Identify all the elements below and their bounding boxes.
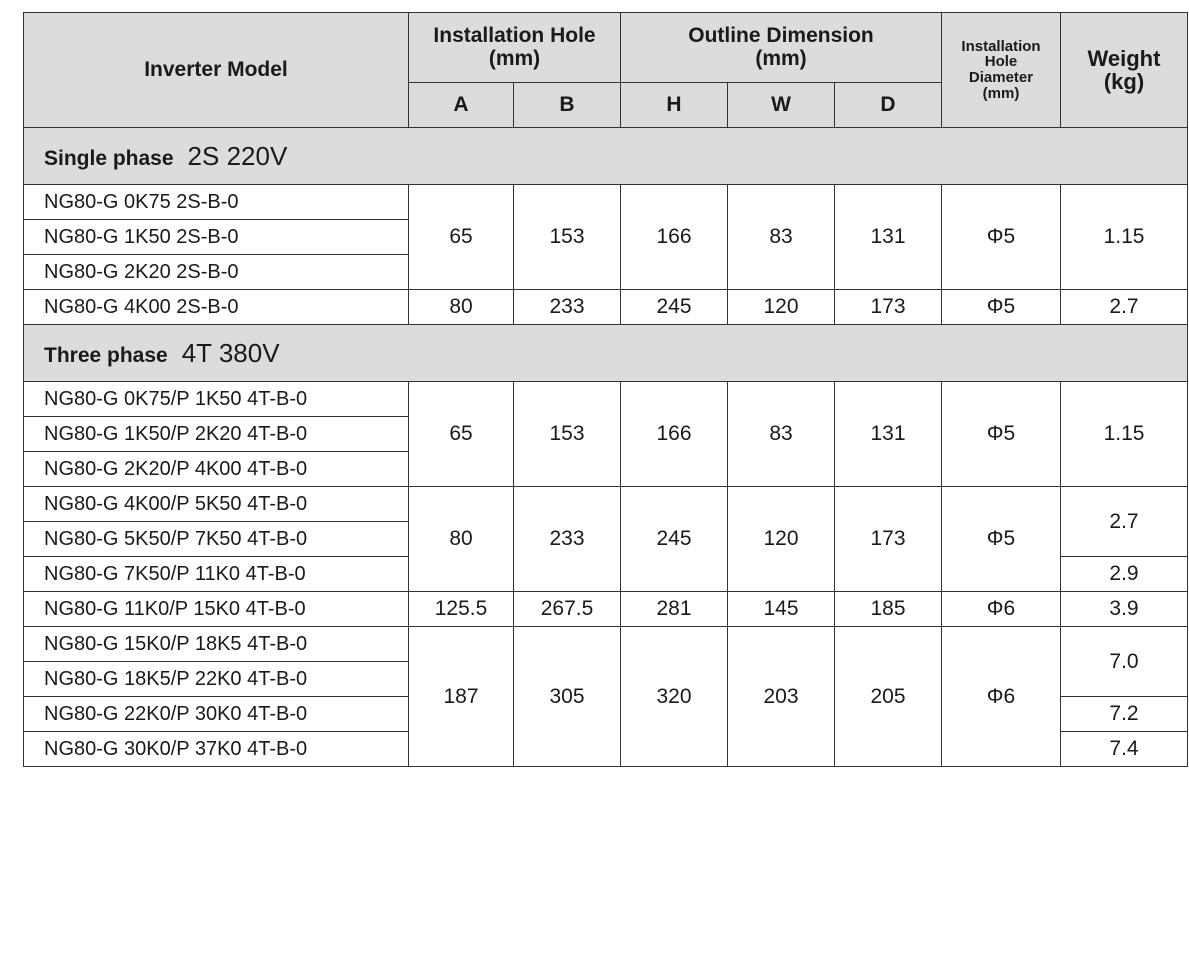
value-b: 305 [514, 627, 621, 767]
value-h: 245 [621, 487, 728, 592]
section-header [24, 128, 1188, 185]
model-name: NG80-G 18K5/P 22K0 4T-B-0 [24, 662, 409, 697]
header-col-b: B [514, 83, 621, 128]
header-col-d: D [835, 83, 942, 128]
table-row [24, 487, 1188, 522]
value-a: 80 [409, 290, 514, 325]
value-dia: Φ5 [942, 185, 1061, 290]
header-hole-diameter-line1: Installation [961, 37, 1041, 55]
model-name: NG80-G 2K20/P 4K00 4T-B-0 [24, 452, 409, 487]
header-outline-dimension-unit: (mm) [755, 46, 807, 70]
value-d: 131 [835, 382, 942, 487]
value-a: 187 [409, 627, 514, 767]
section-voltage: 2S 220V [187, 140, 288, 171]
model-name: NG80-G 5K50/P 7K50 4T-B-0 [24, 522, 409, 557]
header-hole-diameter-line2: Hole [984, 53, 1018, 71]
value-dia: Φ6 [942, 627, 1061, 767]
value-a: 65 [409, 382, 514, 487]
header-weight [1061, 13, 1188, 128]
model-name: NG80-G 0K75 2S-B-0 [24, 185, 409, 220]
section-row [24, 325, 1188, 382]
table-row [24, 290, 1188, 325]
value-b: 153 [514, 185, 621, 290]
model-name: NG80-G 11K0/P 15K0 4T-B-0 [24, 592, 409, 627]
value-a: 80 [409, 487, 514, 592]
model-name: NG80-G 0K75/P 1K50 4T-B-0 [24, 382, 409, 417]
value-dia: Φ5 [942, 487, 1061, 592]
value-weight: 1.15 [1061, 185, 1188, 290]
value-weight: 2.9 [1061, 557, 1188, 592]
model-name: NG80-G 4K00 2S-B-0 [24, 290, 409, 325]
inverter-dimension-table [23, 12, 1188, 767]
section-voltage: 4T 380V [181, 337, 280, 368]
value-b: 233 [514, 487, 621, 592]
value-d: 205 [835, 627, 942, 767]
value-a: 125.5 [409, 592, 514, 627]
section-header [24, 325, 1188, 382]
value-h: 166 [621, 382, 728, 487]
header-col-w: W [728, 83, 835, 128]
model-name: NG80-G 15K0/P 18K5 4T-B-0 [24, 627, 409, 662]
model-name: NG80-G 7K50/P 11K0 4T-B-0 [24, 557, 409, 592]
section-name: Single phase [44, 146, 174, 170]
value-dia: Φ5 [942, 290, 1061, 325]
header-installation-hole [409, 13, 621, 83]
model-name: NG80-G 22K0/P 30K0 4T-B-0 [24, 697, 409, 732]
model-name: NG80-G 1K50 2S-B-0 [24, 220, 409, 255]
value-weight: 3.9 [1061, 592, 1188, 627]
table-row [24, 382, 1188, 417]
value-weight: 1.15 [1061, 382, 1188, 487]
model-name: NG80-G 4K00/P 5K50 4T-B-0 [24, 487, 409, 522]
header-weight-label: Weight [1087, 45, 1161, 71]
value-weight: 7.4 [1061, 732, 1188, 767]
value-d: 131 [835, 185, 942, 290]
value-w: 145 [728, 592, 835, 627]
header-installation-hole-unit: (mm) [488, 46, 541, 70]
value-w: 83 [728, 185, 835, 290]
section-row [24, 128, 1188, 185]
value-w: 120 [728, 487, 835, 592]
model-name: NG80-G 2K20 2S-B-0 [24, 255, 409, 290]
header-col-a: A [409, 83, 514, 128]
header-col-h: H [621, 83, 728, 128]
table-row [24, 627, 1188, 662]
header-hole-diameter [942, 13, 1061, 128]
header-outline-dimension [621, 13, 942, 83]
value-h: 245 [621, 290, 728, 325]
header-inverter-model: Inverter Model [24, 13, 409, 128]
header-hole-diameter-line3: Diameter [968, 69, 1034, 86]
table-row [24, 592, 1188, 627]
value-dia: Φ5 [942, 382, 1061, 487]
value-weight: 2.7 [1061, 290, 1188, 325]
section-name: Three phase [44, 343, 168, 367]
model-name: NG80-G 1K50/P 2K20 4T-B-0 [24, 417, 409, 452]
value-w: 120 [728, 290, 835, 325]
value-d: 173 [835, 290, 942, 325]
table-row [24, 185, 1188, 220]
model-name: NG80-G 30K0/P 37K0 4T-B-0 [24, 732, 409, 767]
header-hole-diameter-line4: (mm) [982, 84, 1020, 102]
value-h: 281 [621, 592, 728, 627]
value-d: 173 [835, 487, 942, 592]
header-outline-dimension-label: Outline Dimension [688, 24, 874, 48]
value-w: 83 [728, 382, 835, 487]
value-d: 185 [835, 592, 942, 627]
value-h: 320 [621, 627, 728, 767]
value-dia: Φ6 [942, 592, 1061, 627]
value-b: 233 [514, 290, 621, 325]
value-weight: 2.7 [1061, 487, 1188, 557]
value-a: 65 [409, 185, 514, 290]
header-weight-unit: (kg) [1103, 69, 1145, 94]
value-weight: 7.2 [1061, 697, 1188, 732]
header-installation-hole-label: Installation Hole [433, 24, 596, 48]
value-b: 267.5 [514, 592, 621, 627]
value-w: 203 [728, 627, 835, 767]
value-weight: 7.0 [1061, 627, 1188, 697]
value-b: 153 [514, 382, 621, 487]
value-h: 166 [621, 185, 728, 290]
